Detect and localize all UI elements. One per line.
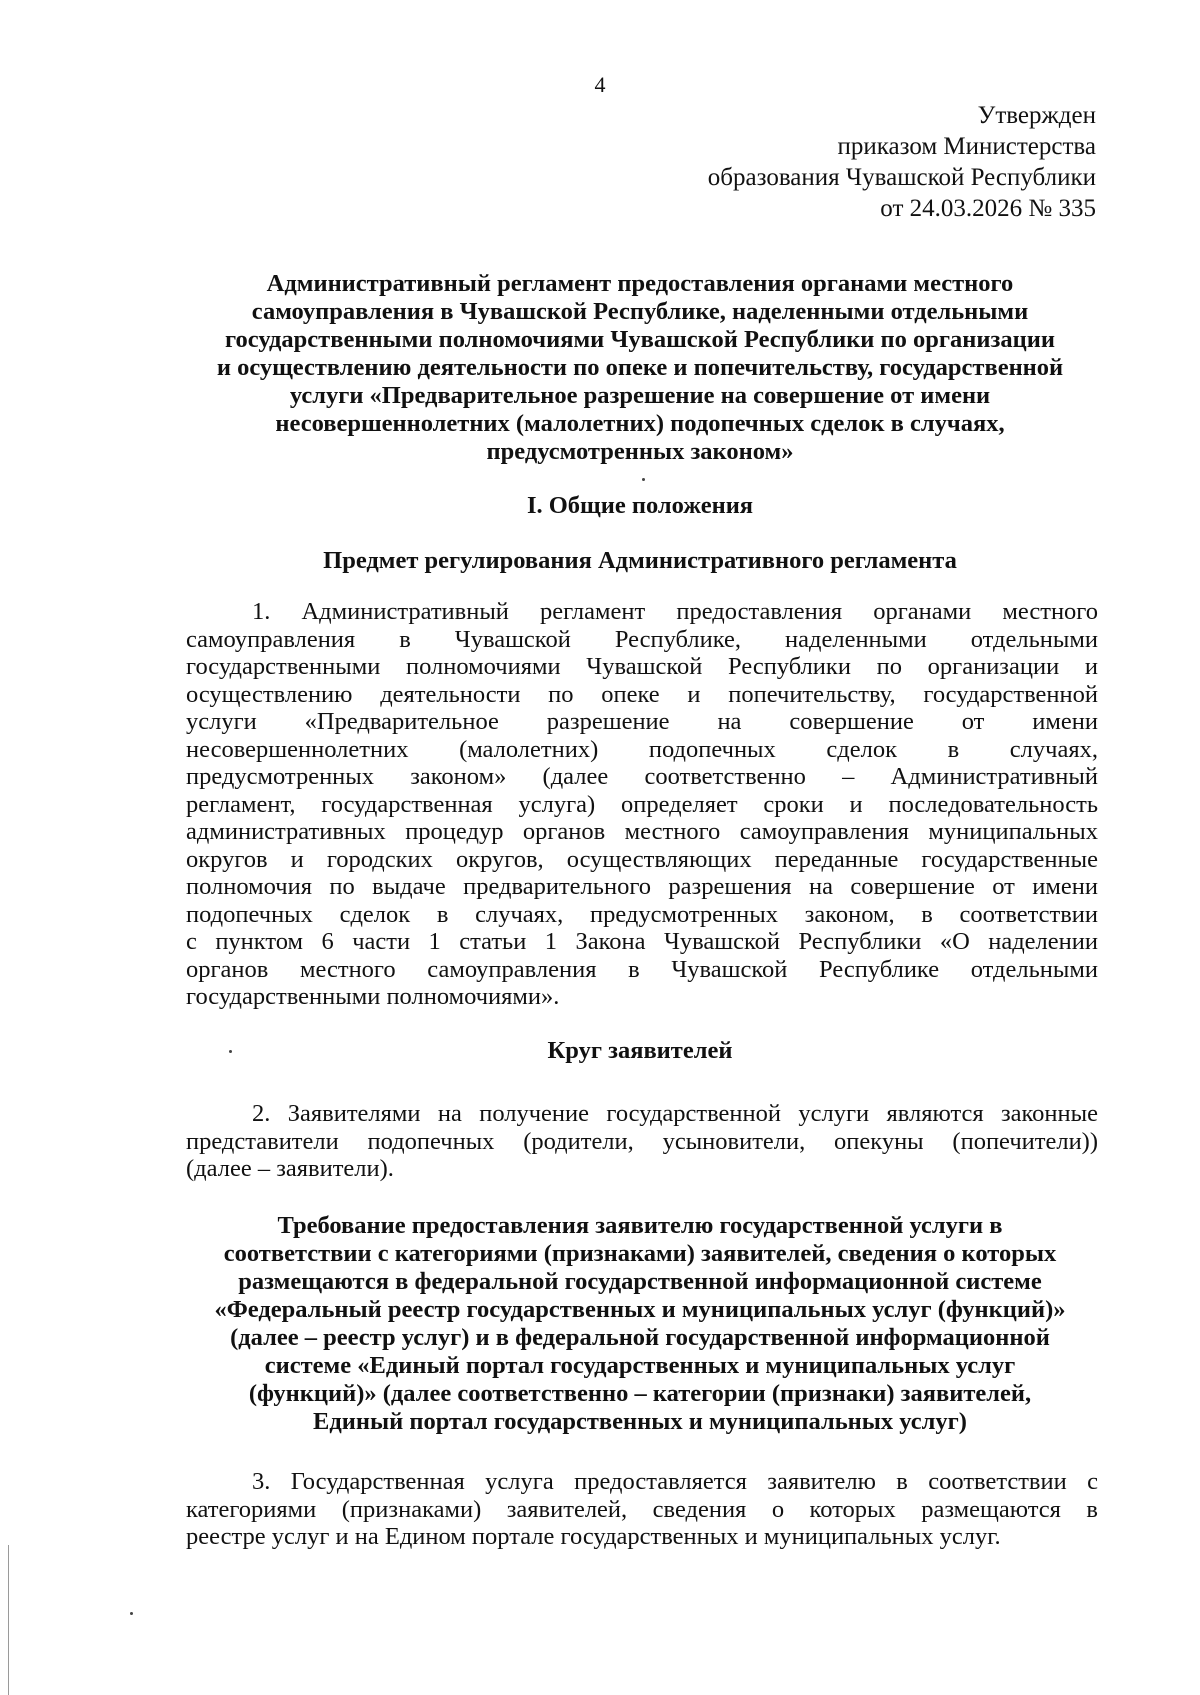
title-line: Административный регламент предоставления органами местного [266,270,1014,297]
heading-line: соответствии с категориями (признаками) заявителей, сведения о которых [223,1240,1057,1267]
title-line: и осуществлению деятельности по опеке и попечительству, государственной [216,354,1064,381]
scan-edge-mark [8,1545,9,1695]
subsection-heading [180,1037,1100,1065]
paragraph-line: регламент, государственная услуга) определяет сроки и последовательность [186,790,1098,818]
paragraph-3 [186,1468,1098,1551]
paragraph-line: государственными полномочиями Чувашской Республики по организации и [186,653,1098,680]
scan-speck [130,1612,133,1615]
title-line: самоуправления в Чувашской Республике, наделенными отдельными [251,298,1029,325]
title-line: предусмотренных законом» [486,438,794,465]
approval-stamp-block [708,100,1096,224]
paragraph-line: 3. Государственная услуга предоставляется заявителю в соответствии с [252,1468,1098,1495]
document-title [180,270,1100,466]
paragraph-line: полномочия по выдаче предварительного разрешения на совершение от имени [186,873,1098,900]
paragraph-line: с пунктом 6 части 1 статьи 1 Закона Чувашской Республики «О наделении [186,928,1098,955]
paragraph-line: подопечных сделок в случаях, предусмотренных законом, в соответствии [186,900,1098,928]
heading-line: (функций)» (далее соответственно – категории (признаки) заявителей, [248,1380,1032,1407]
paragraph-2 [186,1100,1098,1183]
scan-speck [642,478,645,481]
paragraph-line: осуществлению деятельности по опеке и попечительству, государственной [186,680,1098,708]
title-line: несовершеннолетних (малолетних) подопечных сделок в случаях, [275,410,1005,437]
approval-line: от 24.03.2026 № 335 [880,195,1096,222]
section-heading-text: I. Общие положения [526,492,754,519]
subsection-heading-text: Круг заявителей [547,1037,733,1064]
heading-line: Требование предоставления заявителю государственной услуги в [277,1212,1003,1239]
section-heading [180,492,1100,520]
paragraph-line: административных процедур органов местного самоуправления муниципальных [186,818,1098,845]
paragraph-line: предусмотренных законом» (далее соответственно – Административный [186,763,1098,790]
paragraph-line: 2. Заявителями на получение государственной услуги являются законные [252,1100,1098,1127]
paragraph-line: округов и городских округов, осуществляющих переданные государственные [186,845,1098,873]
paragraph-line: государственными полномочиями». [186,983,560,1010]
heading-line: системе «Единый портал государственных и муниципальных услуг [264,1352,1016,1379]
page-number: 4 [594,72,606,97]
scan-speck [229,1050,232,1053]
paragraph-line: представители подопечных (родители, усыновители, опекуны (попечители)) [186,1127,1098,1155]
heading-line: (далее – реестр услуг) и в федеральной государственной информационной [230,1324,1050,1351]
paragraph-line: категориями (признаками) заявителей, сведения о которых размещаются в [186,1495,1098,1523]
paragraph-line: самоуправления в Чувашской Республике, наделенными отдельными [186,625,1098,653]
approval-line: приказом Министерства [837,133,1096,160]
heading-line: Единый портал государственных и муниципальных услуг) [313,1408,967,1435]
paragraph-line: (далее – заявители). [186,1155,394,1182]
approval-line: образования Чувашской Республики [707,164,1096,191]
subsection-heading [180,1212,1100,1436]
heading-line: размещаются в федеральной государственной информационной системе [238,1268,1042,1295]
subsection-heading [180,547,1100,575]
heading-line: «Федеральный реестр государственных и муниципальных услуг (функций)» [214,1296,1066,1323]
paragraph-line: услуги «Предварительное разрешение на совершение от имени [186,708,1098,735]
subsection-heading-text: Предмет регулирования Административного регламента [323,547,957,574]
paragraph-line: 1. Административный регламент предоставления органами местного [252,598,1098,625]
approval-line: Утвержден [977,102,1096,129]
paragraph-1 [186,598,1098,1011]
paragraph-line: несовершеннолетних (малолетних) подопечных сделок в случаях, [186,735,1098,763]
title-line: государственными полномочиями Чувашской Республики по организации [225,326,1055,353]
paragraph-line: реестре услуг и на Едином портале государственных и муниципальных услуг. [186,1523,1001,1550]
paragraph-line: органов местного самоуправления в Чувашской Республике отдельными [186,955,1098,983]
title-line: услуги «Предварительное разрешение на совершение от имени [289,382,991,409]
